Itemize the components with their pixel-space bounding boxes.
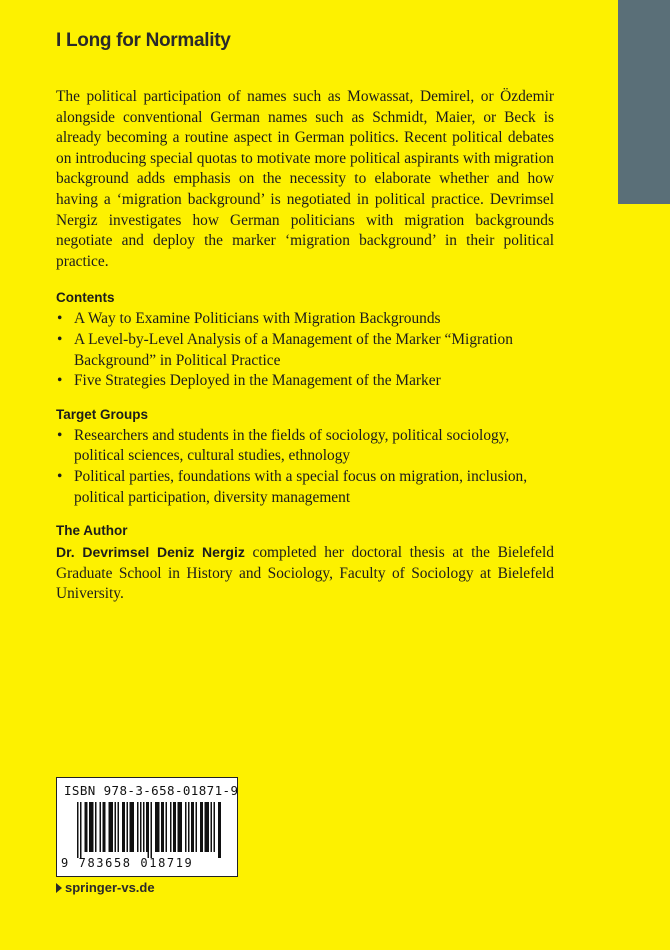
book-blurb: The political participation of names such as Mowassat, Demirel, or Özdemir alongside conventional German names such as Schmidt, Maier, or Beck is already becoming a routine aspect in German politics. Recent political debates on introducing special quotas to motivate more political aspirants with migration background adds emphasis on the necessity to elaborate whether and how having a ‘migration background’ is negotiated in political practice. Devrimsel Nergiz investigates how German politicians with migration backgrounds negotiate and deploy the marker ‘migration background’ in their political practice. bbox=[56, 88, 554, 270]
isbn-barcode bbox=[56, 777, 238, 877]
cover-side-block bbox=[618, 0, 670, 204]
author-heading: The Author bbox=[56, 523, 128, 539]
book-title: I Long for Normality bbox=[56, 30, 231, 51]
bullet-icon: • bbox=[57, 310, 63, 328]
bullet-icon: • bbox=[57, 426, 63, 444]
bullet-icon: • bbox=[57, 372, 63, 390]
back-cover-content bbox=[56, 87, 554, 605]
bullet-icon: • bbox=[57, 467, 63, 485]
target-groups-list bbox=[56, 426, 554, 508]
barcode-icon bbox=[77, 802, 227, 858]
list-item: • Political parties, foundations with a special focus on migration, inclusion, political participation, diversity management bbox=[57, 467, 528, 506]
list-item: • Researchers and students in the fields of sociology, political sociology, political sciences, cultural studies, ethnology bbox=[57, 426, 510, 465]
isbn-number: ISBN 978-3-658-01871-9 bbox=[64, 783, 239, 798]
author-bio bbox=[56, 542, 554, 605]
publisher-link[interactable]: springer-vs.de bbox=[56, 880, 155, 895]
contents-list bbox=[56, 309, 554, 391]
arrow-right-icon bbox=[56, 883, 62, 893]
target-groups-heading: Target Groups bbox=[56, 406, 149, 422]
barcode-digits: 9 783658 018719 bbox=[61, 856, 194, 870]
list-item: • Five Strategies Deployed in the Management of the Marker bbox=[56, 371, 554, 392]
bullet-icon: • bbox=[57, 330, 63, 348]
contents-heading: Contents bbox=[56, 290, 115, 306]
author-bio-text: completed her doctoral thesis at the Bielefeld Graduate School in History and Sociology, Faculty of Sociology at Bielefeld University. bbox=[56, 544, 554, 603]
list-item: • A Level-by-Level Analysis of a Management of the Marker “Migration Background” in Political Practice bbox=[57, 330, 513, 369]
list-item: • A Way to Examine Politicians with Migration Backgrounds bbox=[56, 309, 554, 330]
author-name: Dr. Devrimsel Deniz Nergiz bbox=[56, 544, 245, 561]
